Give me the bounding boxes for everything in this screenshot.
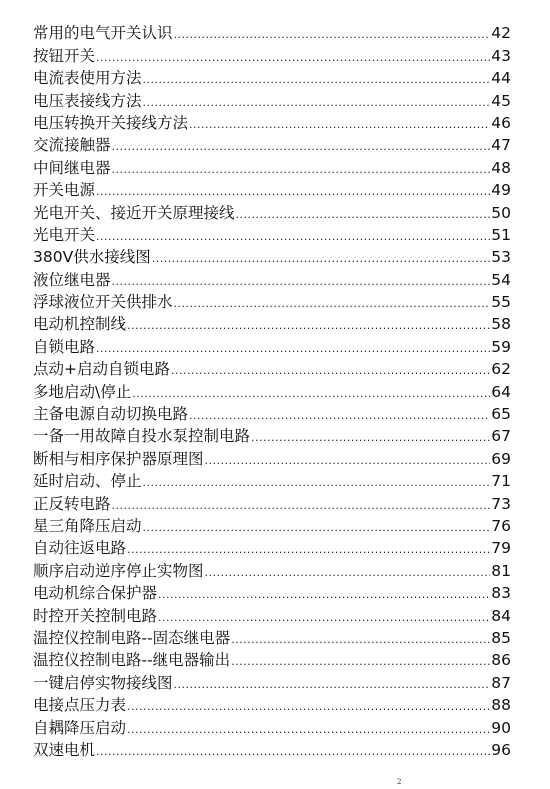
toc-entry-page: 45 — [491, 91, 511, 110]
toc-entry[interactable] — [33, 625, 511, 647]
dot-leader — [96, 226, 490, 244]
dot-leader — [143, 472, 491, 490]
dot-leader — [189, 405, 490, 423]
toc-entry-title: 开关电源 — [33, 181, 96, 200]
dot-leader — [96, 181, 490, 199]
toc-entry-title: 液位继电器 — [33, 270, 111, 289]
toc-entry-title: 主备电源自动切换电路 — [33, 405, 189, 424]
toc-entry-title: 多地启动\停止 — [33, 382, 132, 401]
toc-entry[interactable] — [33, 20, 511, 42]
toc-entry-page: 71 — [491, 472, 511, 491]
toc-entry-page: 69 — [491, 449, 511, 468]
toc-entry-page: 42 — [491, 24, 511, 43]
dot-leader — [171, 360, 490, 378]
toc-entry[interactable] — [33, 602, 511, 624]
toc-entry-page: 47 — [491, 136, 511, 155]
dot-leader — [112, 271, 491, 289]
toc-entry-title: 顺序启动逆序停止实物图 — [33, 561, 204, 580]
toc-entry-page: 44 — [491, 69, 511, 88]
dot-leader — [143, 517, 491, 535]
toc-entry[interactable] — [33, 289, 511, 311]
toc-entry[interactable] — [33, 669, 511, 691]
toc-entry[interactable] — [33, 401, 511, 423]
dot-leader — [231, 629, 490, 647]
toc-entry-title: 自动往返电路 — [33, 539, 127, 558]
dot-leader — [96, 47, 490, 65]
toc-entry-page: 79 — [491, 539, 511, 558]
dot-leader — [205, 562, 491, 580]
dot-leader — [158, 607, 490, 625]
toc-entry[interactable] — [33, 580, 511, 602]
toc-entry-title: 电压转换开关接线方法 — [33, 113, 189, 132]
dot-leader — [158, 584, 490, 602]
toc-entry-page: 86 — [491, 651, 511, 670]
toc-entry[interactable] — [33, 87, 511, 109]
toc-entry-title: 光电开关 — [33, 225, 96, 244]
page-number: 2 — [397, 778, 402, 786]
toc-entry-page: 85 — [491, 628, 511, 647]
toc-entry-page: 49 — [491, 181, 511, 200]
toc-entry-page: 76 — [491, 516, 511, 535]
dot-leader — [112, 159, 491, 177]
dot-leader — [112, 495, 491, 513]
dot-leader — [127, 315, 490, 333]
toc-entry-title: 正反转电路 — [33, 494, 111, 513]
toc-entry-page: 55 — [491, 293, 511, 312]
dot-leader — [174, 293, 491, 311]
toc-entry[interactable] — [33, 535, 511, 557]
toc-entry-title: 中间继电器 — [33, 158, 111, 177]
dot-leader — [127, 696, 490, 714]
toc-entry[interactable] — [33, 356, 511, 378]
toc-entry-title: 温控仪控制电路--固态继电器 — [33, 628, 231, 647]
toc-entry[interactable] — [33, 557, 511, 579]
toc-entry[interactable] — [33, 714, 511, 736]
toc-entry-page: 81 — [491, 561, 511, 580]
toc-entry-page: 73 — [491, 494, 511, 513]
toc-entry-title: 点动+启动自锁电路 — [33, 360, 170, 379]
dot-leader — [127, 539, 490, 557]
toc-entry[interactable] — [33, 266, 511, 288]
dot-leader — [127, 719, 490, 737]
toc-entry[interactable] — [33, 333, 511, 355]
toc-entry[interactable] — [33, 737, 511, 759]
toc-entry-page: 64 — [491, 382, 511, 401]
toc-entry-title: 延时启动、停止 — [33, 472, 142, 491]
dot-leader — [174, 24, 491, 42]
dot-leader — [236, 204, 491, 222]
toc-entry-page: 83 — [491, 584, 511, 603]
toc-entry[interactable] — [33, 199, 511, 221]
toc-entry[interactable] — [33, 513, 511, 535]
toc-entry-title: 自锁电路 — [33, 337, 96, 356]
toc-entry-title: 断相与相序保护器原理图 — [33, 449, 204, 468]
toc-entry-page: 59 — [491, 337, 511, 356]
toc-entry[interactable] — [33, 42, 511, 64]
toc-entry[interactable] — [33, 132, 511, 154]
toc-entry[interactable] — [33, 692, 511, 714]
toc-entry-page: 62 — [491, 360, 511, 379]
toc-entry-title: 按钮开关 — [33, 46, 96, 65]
toc-entry[interactable] — [33, 222, 511, 244]
dot-leader — [112, 136, 491, 154]
toc-entry-title: 星三角降压启动 — [33, 516, 142, 535]
toc-entry-title: 电接点压力表 — [33, 696, 127, 715]
toc-entry-title: 浮球液位开关供排水 — [33, 293, 173, 312]
toc-entry-title: 常用的电气开关认识 — [33, 24, 173, 43]
toc-entry-page: 96 — [491, 740, 511, 759]
toc-entry[interactable] — [33, 647, 511, 669]
dot-leader — [96, 741, 490, 759]
table-of-contents — [33, 20, 511, 759]
toc-entry[interactable] — [33, 311, 511, 333]
dot-leader — [143, 69, 491, 87]
toc-entry-title: 电动机综合保护器 — [33, 584, 158, 603]
toc-entry-title: 电流表使用方法 — [33, 69, 142, 88]
toc-entry-page: 65 — [491, 405, 511, 424]
toc-entry-title: 双速电机 — [33, 740, 96, 759]
toc-entry[interactable] — [33, 154, 511, 176]
toc-entry-page: 54 — [491, 270, 511, 289]
toc-entry-page: 87 — [491, 673, 511, 692]
dot-leader — [96, 338, 490, 356]
toc-entry[interactable] — [33, 65, 511, 87]
toc-entry[interactable] — [33, 244, 511, 266]
toc-entry-page: 67 — [491, 427, 511, 446]
dot-leader — [174, 674, 491, 692]
dot-leader — [231, 651, 490, 669]
toc-entry-page: 50 — [491, 203, 511, 222]
dot-leader — [189, 114, 490, 132]
toc-entry-page: 46 — [491, 113, 511, 132]
toc-entry-title: 380V供水接线图 — [33, 248, 151, 267]
toc-entry-page: 58 — [491, 315, 511, 334]
toc-entry-page: 53 — [491, 248, 511, 267]
toc-entry-title: 交流接触器 — [33, 136, 111, 155]
toc-entry-title: 电压表接线方法 — [33, 91, 142, 110]
toc-entry-title: 时控开关控制电路 — [33, 606, 158, 625]
toc-entry-title: 温控仪控制电路--继电器输出 — [33, 651, 231, 670]
toc-entry-page: 51 — [491, 225, 511, 244]
dot-leader — [152, 248, 491, 266]
toc-entry[interactable] — [33, 423, 511, 445]
toc-entry-page: 88 — [491, 696, 511, 715]
toc-entry-title: 一键启停实物接线图 — [33, 673, 173, 692]
toc-entry-title: 一备一用故障自投水泵控制电路 — [33, 427, 251, 446]
dot-leader — [205, 450, 491, 468]
toc-entry-page: 43 — [491, 46, 511, 65]
toc-entry-page: 48 — [491, 158, 511, 177]
toc-entry[interactable] — [33, 378, 511, 400]
toc-entry[interactable] — [33, 490, 511, 512]
toc-entry-title: 自耦降压启动 — [33, 718, 127, 737]
toc-entry[interactable] — [33, 468, 511, 490]
toc-entry-page: 84 — [491, 606, 511, 625]
toc-entry-title: 光电开关、接近开关原理接线 — [33, 203, 235, 222]
dot-leader — [132, 383, 490, 401]
toc-entry-title: 电动机控制线 — [33, 315, 127, 334]
toc-entry[interactable] — [33, 177, 511, 199]
dot-leader — [251, 427, 490, 445]
toc-entry[interactable] — [33, 110, 511, 132]
dot-leader — [143, 92, 491, 110]
toc-entry[interactable] — [33, 445, 511, 467]
toc-entry-page: 90 — [491, 718, 511, 737]
